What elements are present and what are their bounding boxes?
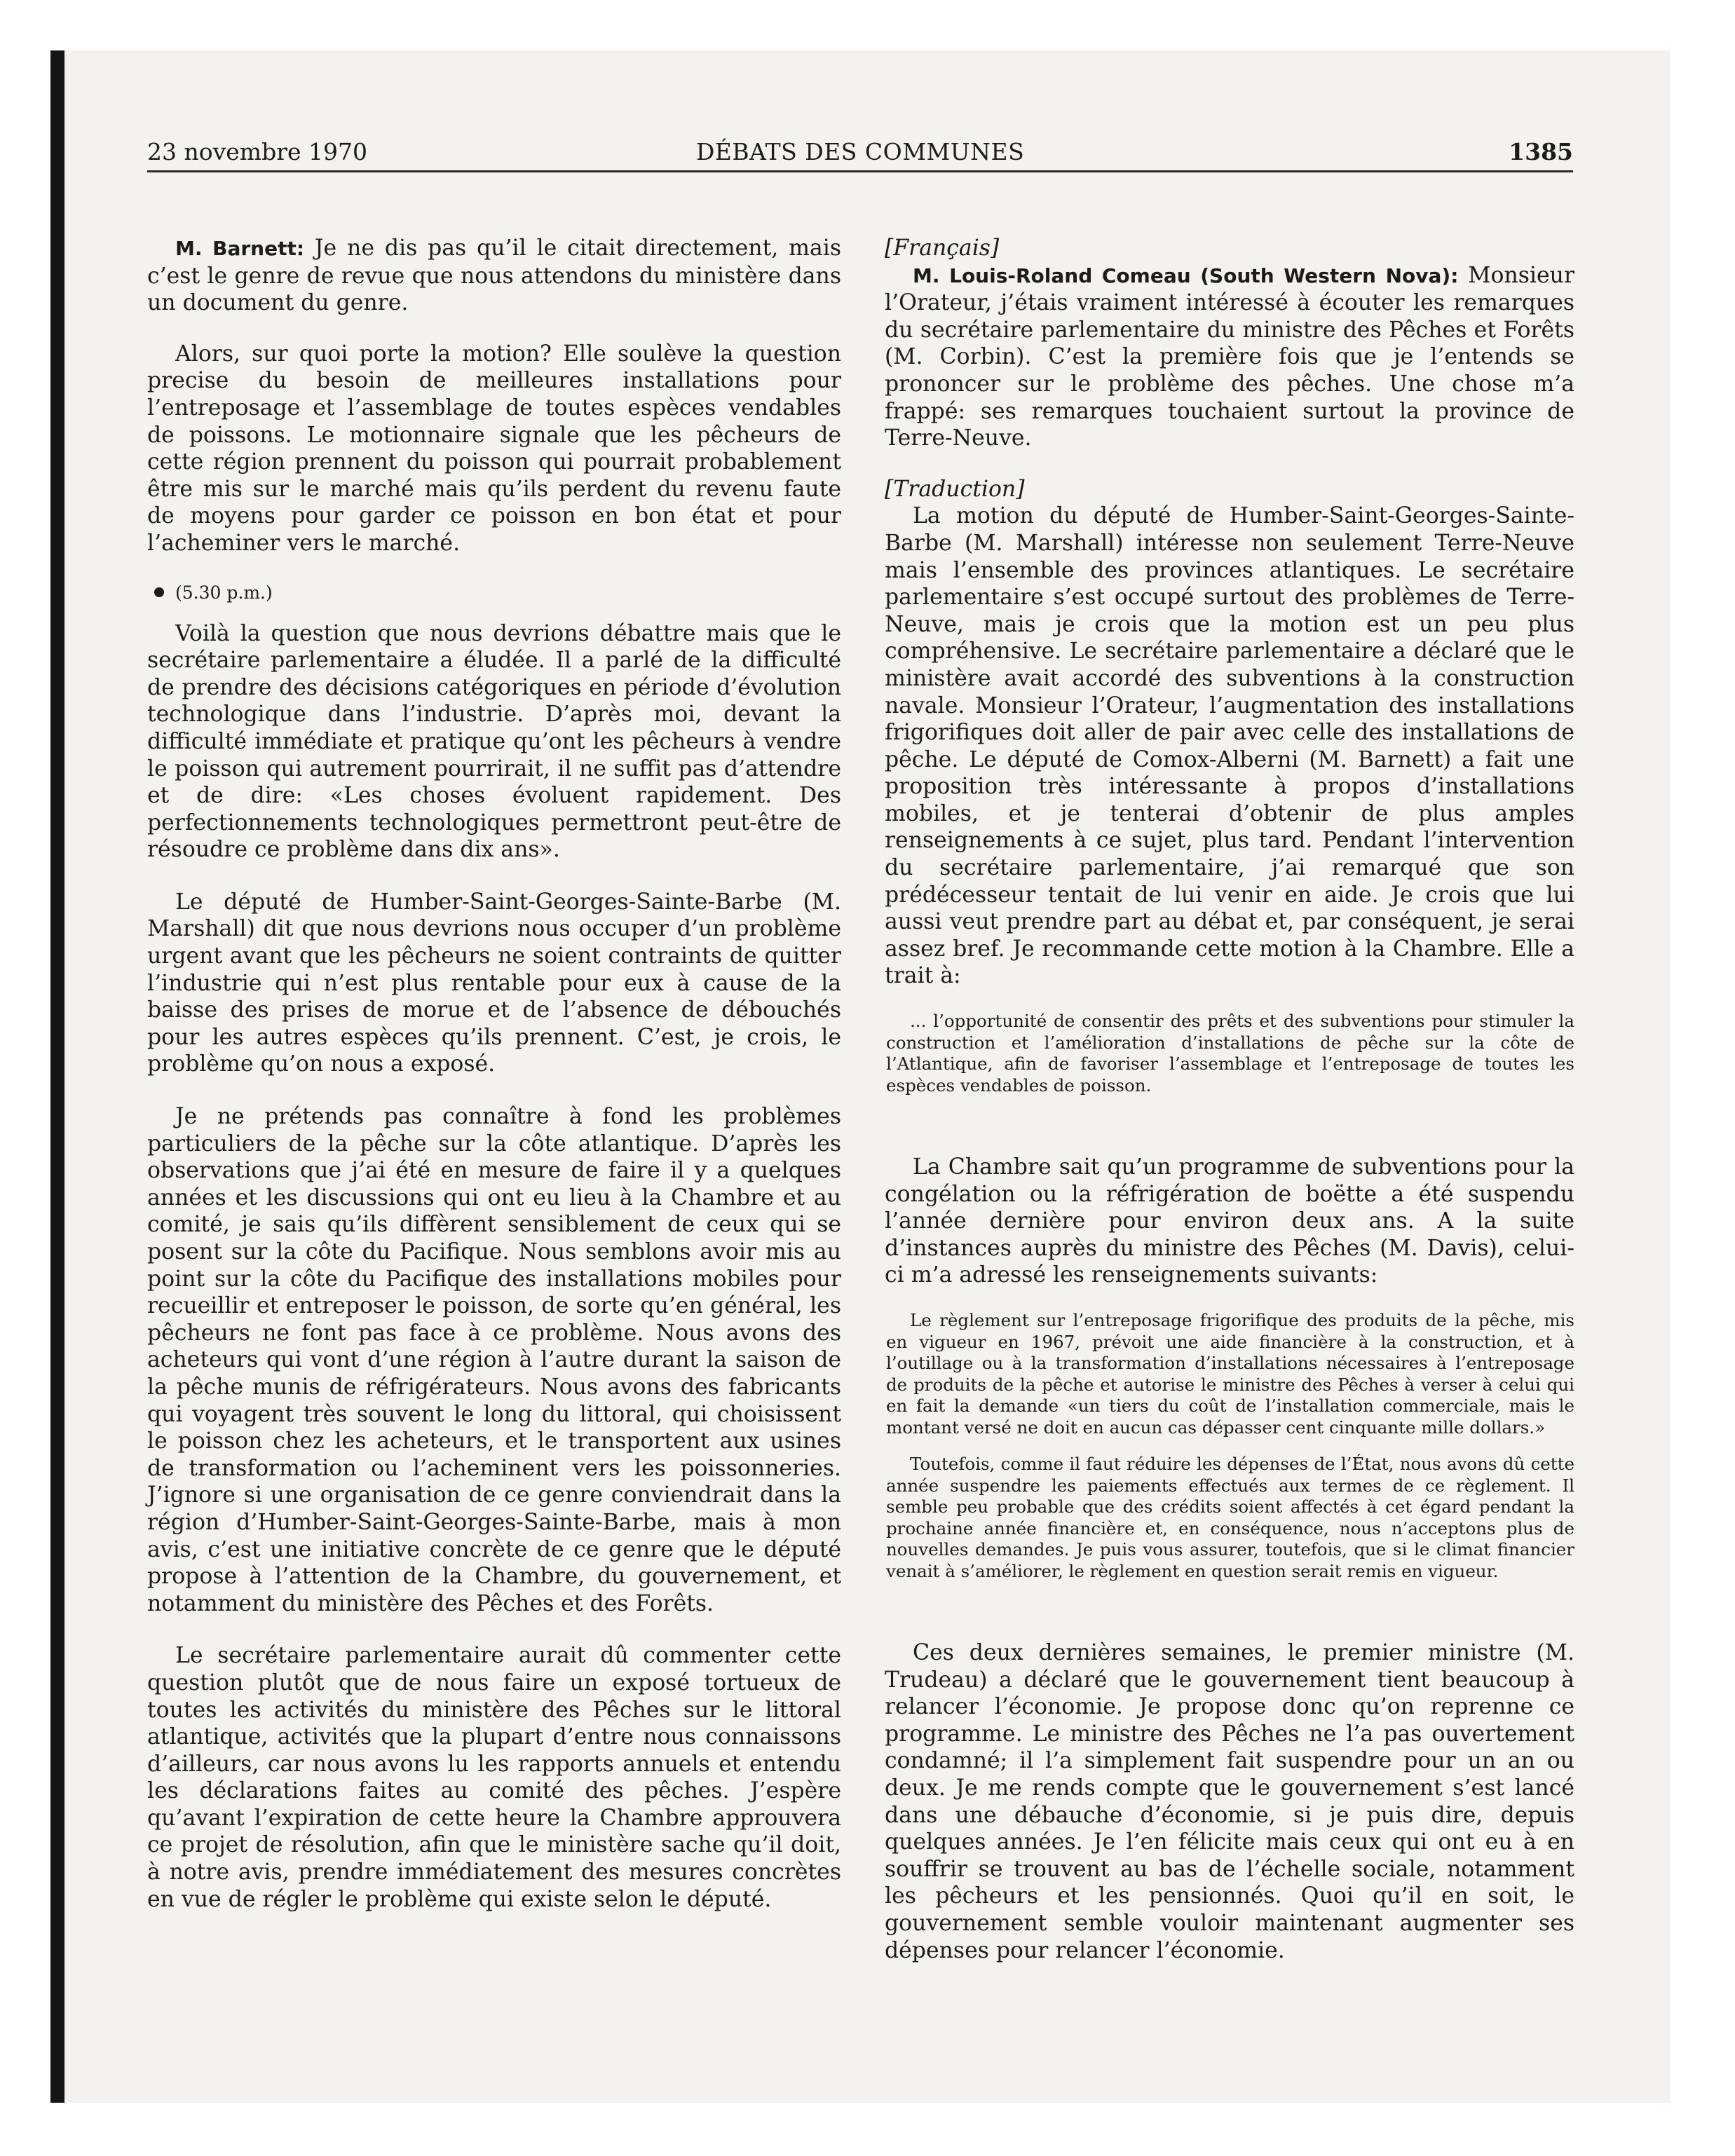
- paragraph-text: Je ne dis pas qu’il le citait directement, mais c’est le genre de revue que nous attendons du ministère dans un document du genre.: [147, 236, 842, 316]
- language-tag: [Traduction]: [885, 476, 1025, 502]
- speaker-name: M. Louis-Roland Comeau (South Western Nova):: [913, 264, 1459, 287]
- paragraph: Le secrétaire parlementaire aurait dû commenter cette question plutôt que de nous faire un exposé tortueux de toutes les activités du ministère des Pêches sur le littoral atlantique, activités que la plupart d’entre nous connaissons d’ailleurs, car nous avons lu les rapports annuels et entendu les déclarations faites au comité des pêches. J’espère qu’avant l’expiration de cette heure la Chambre approuvera ce projet de résolution, afin que le ministère sache qu’il doit, à notre avis, prendre immédiatement des mesures concrètes en vue de régler le problème qui existe selon le député.: [147, 1643, 841, 1912]
- paragraph-text: Monsieur l’Orateur, j’étais vraiment intéressé à écouter les remarques du secrétaire parlementaire du ministre des Pêches et Forêts (M. Corbin). C’est la première fois que je l’entends se prononcer sur le problème des pêches. Une chose m’a frappé: ses remarques touchaient surtout la province de Terre-Neuve.: [885, 262, 1574, 451]
- header-date: 23 novembre 1970: [147, 138, 367, 165]
- block-quote: ... l’opportunité de consentir des prêts et des subventions pour stimuler la construction et l’amélioration d’installations de pêche sur la côte de l’Atlantique, afin de favoriser l’assemblage et l’entreposage de toutes les espèces vendables de poisson.: [886, 1011, 1574, 1096]
- right-column: [885, 235, 1574, 1989]
- paragraph: Ces deux dernières semaines, le premier ministre (M. Trudeau) a déclaré que le gouvernement tient beaucoup à relancer l’économie. Je propose donc qu’on reprenne ce programme. Le ministre des Pêches ne l’a pas ouvertement condamné; il l’a simplement fait suspendre pour un an ou deux. Je me rends compte que le gouvernement s’est lancé dans une débauche d’économie, si je puis dire, depuis quelques années. Je l’en félicite mais ceux qui ont eu à en souffrir se trouvent au bas de l’échelle sociale, notamment les pêcheurs et les pensionnés. Quoi qu’il en soit, le gouvernement semble vouloir maintenant augmenter ses dépenses pour relancer l’économie.: [885, 1640, 1574, 1963]
- block-quote: Toutefois, comme il faut réduire les dépenses de l’État, nous avons dû cette année suspendre les paiements effectués aux termes de ce règlement. Il semble peu probable que des crédits soient affectés à cet égard pendant la prochaine année financière et, en conséquence, nous n’acceptons plus de nouvelles demandes. Je puis vous assurer, toutefois, que si le climat financier venait à s’améliorer, le règlement en question serait remis en vigueur.: [886, 1454, 1574, 1581]
- time-text: (5.30 p.m.): [175, 582, 273, 603]
- paragraph: [147, 235, 841, 317]
- paragraph: La motion du député de Humber-Saint-Georges-Sainte-Barbe (M. Marshall) intéresse non seulement Terre-Neuve mais l’ensemble des provinces atlantiques. Le secrétaire parlementaire s’est occupé surtout des problèmes de Terre-Neuve, mais je crois que la motion est un peu plus compréhensive. Le secrétaire parlementaire a déclaré que le ministère avait accordé des subventions à la construction navale. Monsieur l’Orateur, l’augmentation des installations frigorifiques doit aller de pair avec celle des installations de pêche. Le député de Comox-Alberni (M. Barnett) a fait une proposition très intéressante à propos d’installations mobiles, et je tenterai d’obtenir de plus amples renseignements à ce sujet, plus tard. Pendant l’intervention du secrétaire parlementaire, j’ai remarqué que son prédécesseur tentait de lui venir en aide. Je crois que lui aussi veut prendre part au débat et, par conséquent, je serai assez bref. Je recommande cette motion à la Chambre. Elle a trait à:: [885, 503, 1574, 989]
- page-number: 1385: [1509, 138, 1573, 165]
- page-header: [147, 135, 1573, 172]
- block-quote: Le règlement sur l’entreposage frigorifique des produits de la pêche, mis en vigueur en 1967, prévoit une aide financière à la construction, et à l’outillage ou à la transformation d’installations nécessaires à l’entreposage de produits de la pêche et autorise le ministre des Pêches à verser à celui qui en fait la demande «un tiers du coût de l’installation commerciale, mais le montant versé ne doit en aucun cas dépasser cent cinquante mille dollars.»: [886, 1310, 1574, 1438]
- speaker-name: M. Barnett:: [175, 237, 305, 260]
- paragraph: Alors, sur quoi porte la motion? Elle soulève la question precise du besoin de meilleures installations pour l’entreposage et l’assemblage de toutes espèces vendables de poissons. Le motionnaire signale que les pêcheurs de cette région prennent du poisson qui pourrait probablement être mis sur le marché mais qu’ils perdent du revenu faute de moyens pour garder ce poisson en bon état et pour l’acheminer vers le marché.: [147, 341, 841, 556]
- scan-border: [50, 50, 64, 2103]
- paragraph: [885, 262, 1574, 452]
- time-marker: [147, 581, 841, 605]
- header-title: DÉBATS DES COMMUNES: [695, 138, 1025, 165]
- paragraph: Voilà la question que nous devrions débattre mais que le secrétaire parlementaire a éludée. Il a parlé de la difficulté de prendre des décisions catégoriques en période d’évolution technologique dans l’industrie. D’après moi, devant la difficulté immédiate et pratique qu’ont les pêcheurs à vendre le poisson qui autrement pourrirait, il ne suffit pas d’attendre et de dire: «Les choses évoluent rapidement. Des perfectionnements technologiques permettront peut-être de résoudre ce problème dans dix ans».: [147, 620, 841, 863]
- language-tag: [Français]: [885, 236, 1000, 261]
- bullet-icon: [154, 587, 164, 597]
- paragraph: Je ne prétends pas connaître à fond les problèmes particuliers de la pêche sur la côte atlantique. D’après les observations que j’ai été en mesure de faire il y a quelques années et les discussions qui ont eu lieu à la Chambre et au comité, je sais qu’ils diffèrent sensiblement de ceux qui se posent sur la côte du Pacifique. Nous semblons avoir mis au point sur la côte du Pacifique des installations mobiles pour recueillir et entreposer le poisson, de sorte qu’en général, les pêcheurs ne font pas face à ce problème. Nous avons des acheteurs qui vont d’une région à l’autre durant la saison de la pêche munis de réfrigérateurs. Nous avons des fabricants qui voyagent très souvent le long du littoral, qui choisissent le poisson chez les acheteurs, et le transportent aux usines de transformation ou l’acheminent vers les poissonneries. J’ignore si une organisation de ce genre conviendrait dans la région d’Humber-Saint-Georges-Sainte-Barbe, mais à mon avis, c’est une initiative concrète de ce genre que le député propose à l’attention de la Chambre, du gouvernement, et notamment du ministère des Pêches et des Forêts.: [147, 1104, 841, 1616]
- left-column: [147, 235, 841, 1938]
- paragraph: La Chambre sait qu’un programme de subventions pour la congélation ou la réfrigération de boëtte a été suspendu l’année dernière pour environ deux ans. A la suite d’instances auprès du ministre des Pêches (M. Davis), celui-ci m’a adressé les renseignements suivants:: [885, 1154, 1574, 1288]
- paragraph: Le député de Humber-Saint-Georges-Sainte-Barbe (M. Marshall) dit que nous devrions nous occuper d’un problème urgent avant que les pêcheurs ne soient contraints de quitter l’industrie qui n’est plus rentable pour eux à cause de la baisse des prises de morue et de l’absence de débouchés pour les autres espèces qu’ils prennent. C’est, je crois, le problème qu’on nous a exposé.: [147, 889, 841, 1077]
